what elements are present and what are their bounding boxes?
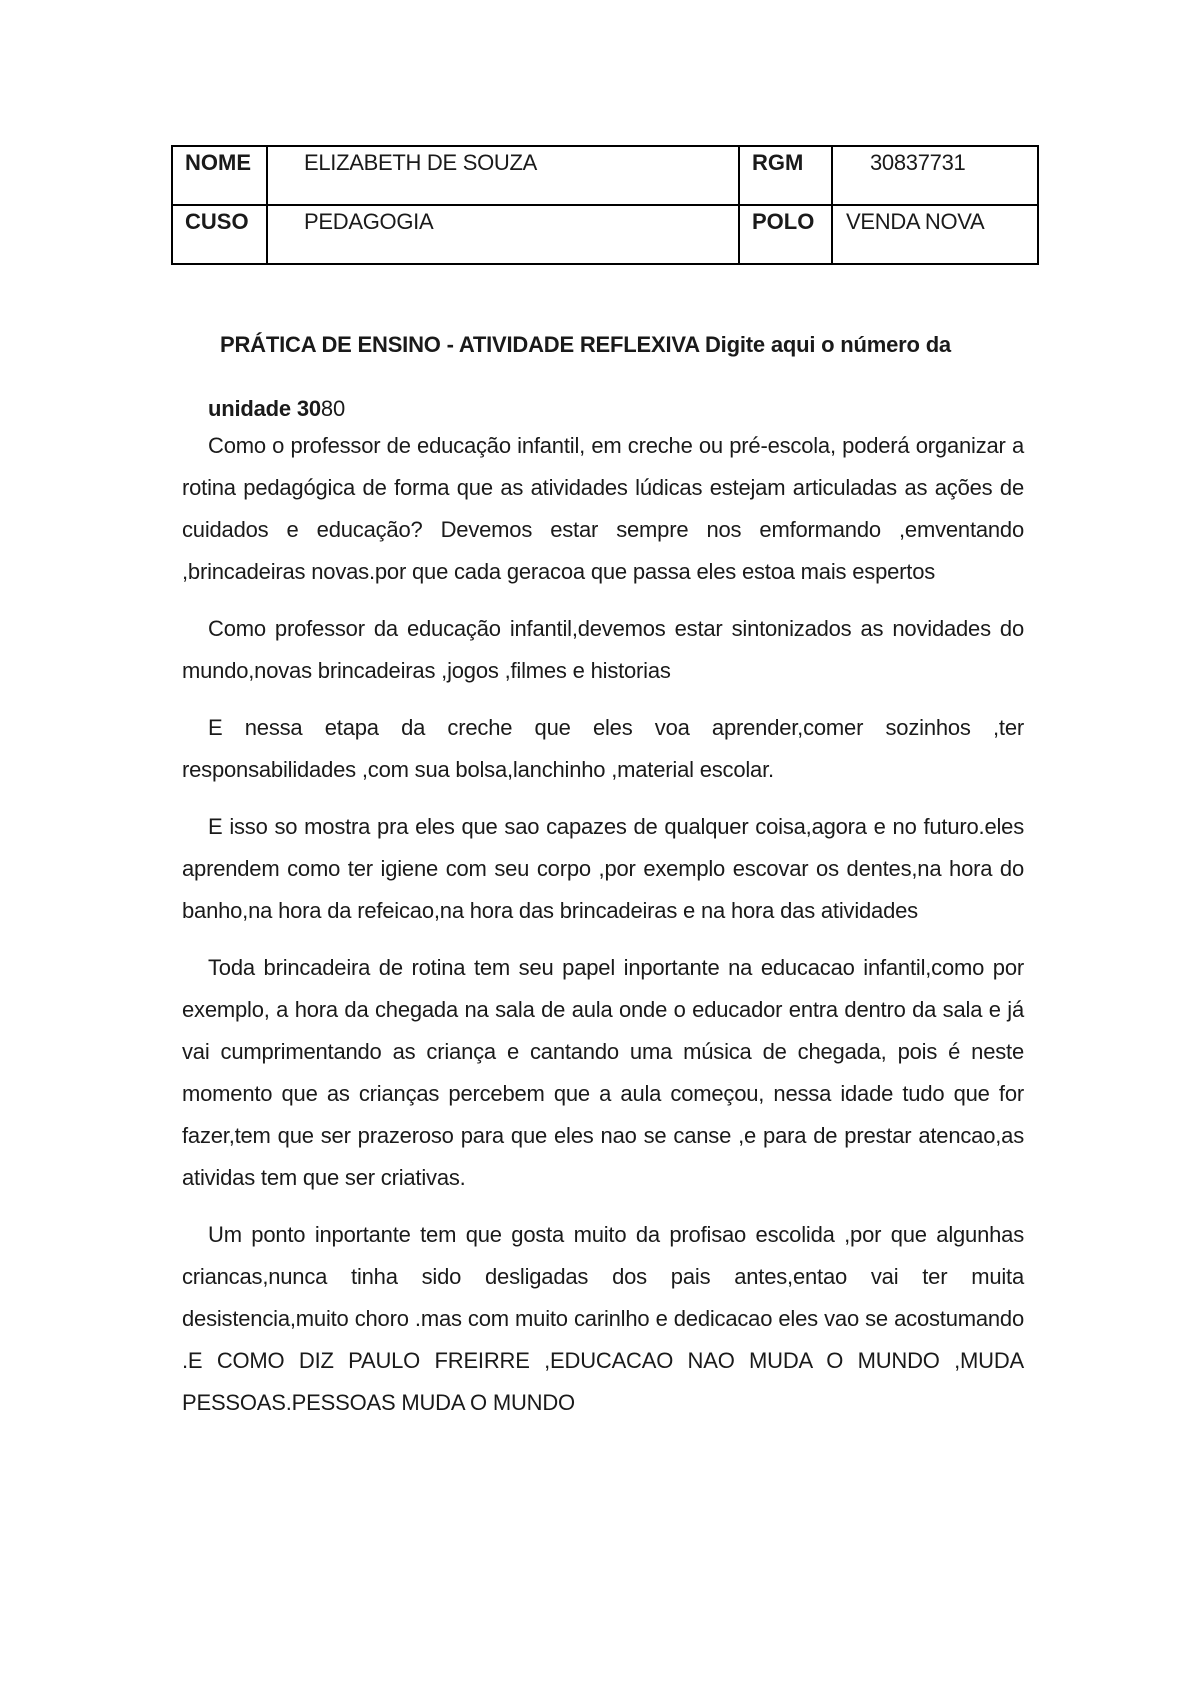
document-title <box>208 313 1028 441</box>
paragraph: Como o professor de educação infantil, em creche ou pré-escola, poderá organizar a rotina pedagógica de forma que as atividades lúdicas estejam articuladas as ações de cuidados e educação? Devemos estar sempre nos emformando ,emventando ,brincadeiras novas.por que cada geracoa que passa eles estoa mais espertos <box>182 433 1024 584</box>
paragraph: E isso so mostra pra eles que sao capazes de qualquer coisa,agora e no futuro.eles aprendem como ter igiene com seu corpo ,por exemplo escovar os dentes,na hora do banho,na hora da refeicao,na hora das brincadeiras e na hora das atividades <box>182 814 1024 923</box>
student-info-row-course <box>172 205 1038 264</box>
paragraph: Como professor da educação infantil,devemos estar sintonizados as novidades do mundo,novas brincadeiras ,jogos ,filmes e historias <box>182 616 1024 683</box>
paragraph: Um ponto inportante tem que gosta muito da profisao escolida ,por que algunhas criancas,nunca tinha sido desligadas dos pais antes,entao vai ter muita desistencia,muito choro .mas com muito carinlho e dedicacao eles vao se acostumando .E COMO DIZ PAULO FREIRRE ,EDUCACAO NAO MUDA O MUNDO ,MUDA PESSOAS.PESSOAS MUDA O MUNDO <box>182 1222 1024 1415</box>
name-value: ELIZABETH DE SOUZA <box>267 146 739 205</box>
course-value: PEDAGOGIA <box>267 205 739 264</box>
polo-label: POLO <box>739 205 832 264</box>
name-label: NOME <box>172 146 267 205</box>
course-label: CUSO <box>172 205 267 264</box>
polo-value: VENDA NOVA <box>832 205 1038 264</box>
paragraph: E nessa etapa da creche que eles voa aprender,comer sozinhos ,ter responsabilidades ,com sua bolsa,lanchinho ,material escolar. <box>182 715 1024 782</box>
document-body <box>182 425 1024 1439</box>
title-main: PRÁTICA DE ENSINO - ATIVIDADE REFLEXIVA Digite aqui o número da unidade 30 <box>208 332 951 421</box>
rgm-value: 30837731 <box>832 146 1038 205</box>
paragraph: Toda brincadeira de rotina tem seu papel inportante na educacao infantil,como por exemplo, a hora da chegada na sala de aula onde o educador entra dentro da sala e já vai cumprimentando as criança e cantando uma música de chegada, pois é neste momento que as crianças percebem que a aula começou, nessa idade tudo que for fazer,tem que ser prazeroso para que eles nao se canse ,e para de prestar atencao,as atividas tem que ser criativas. <box>182 955 1024 1190</box>
student-info-table <box>171 145 1039 265</box>
rgm-label: RGM <box>739 146 832 205</box>
unit-number-suffix: 80 <box>320 396 345 421</box>
student-info-row-name <box>172 146 1038 205</box>
